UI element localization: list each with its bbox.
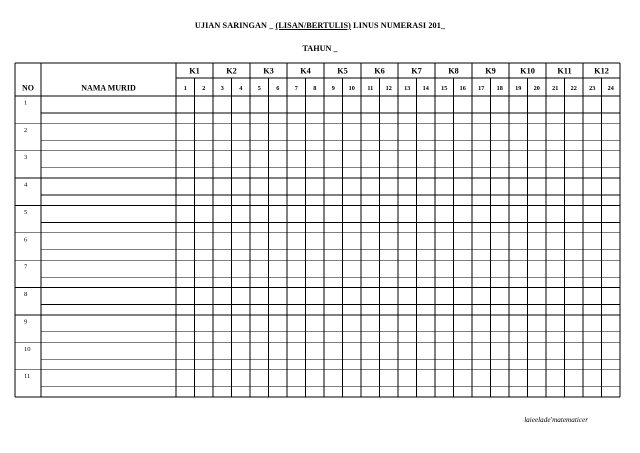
item-number-21: 21 (552, 85, 559, 92)
group-label-k12: K12 (594, 66, 609, 76)
row-number-7: 7 (24, 263, 28, 271)
group-label-k3: K3 (263, 66, 274, 76)
group-label-k10: K10 (520, 66, 535, 76)
title-prefix: UJIAN SARINGAN _ (194, 21, 276, 30)
item-number-14: 14 (422, 85, 429, 92)
item-number-19: 19 (515, 85, 522, 92)
row-number-8: 8 (24, 291, 28, 299)
row-number-11: 11 (24, 373, 31, 381)
row-number-9: 9 (24, 318, 28, 326)
row-number-4: 4 (24, 181, 28, 189)
item-number-2: 2 (202, 85, 206, 92)
group-label-k8: K8 (448, 66, 459, 76)
group-label-k2: K2 (226, 66, 237, 76)
item-number-5: 5 (257, 85, 261, 92)
item-number-4: 4 (239, 85, 243, 92)
group-label-k11: K11 (557, 66, 572, 76)
group-label-k7: K7 (411, 66, 422, 76)
name-header: NAMA MURID (81, 83, 136, 93)
item-number-23: 23 (589, 85, 596, 92)
item-number-22: 22 (570, 85, 577, 92)
group-label-k4: K4 (300, 66, 311, 76)
item-number-9: 9 (331, 85, 335, 92)
item-number-12: 12 (385, 85, 392, 92)
row-number-5: 5 (24, 208, 28, 216)
item-number-6: 6 (276, 85, 280, 92)
group-label-k5: K5 (337, 66, 348, 76)
item-number-7: 7 (294, 85, 298, 92)
item-number-18: 18 (496, 85, 503, 92)
item-number-20: 20 (533, 85, 540, 92)
item-number-17: 17 (478, 85, 485, 92)
item-number-15: 15 (441, 85, 448, 92)
title-suffix: LINUS NUMERASI 201_ (350, 21, 446, 30)
title-underlined: (LISAN/BERTULIS) (275, 21, 351, 30)
item-number-10: 10 (348, 85, 355, 92)
item-number-24: 24 (607, 85, 614, 92)
footer-signature: laieelade'matematicer (524, 416, 588, 424)
item-number-11: 11 (367, 85, 374, 92)
row-number-2: 2 (24, 126, 28, 134)
row-number-6: 6 (24, 236, 28, 244)
document-subtitle: TAHUN _ (302, 44, 338, 53)
no-header: NO (22, 83, 34, 93)
item-number-13: 13 (404, 85, 411, 92)
row-number-1: 1 (24, 99, 28, 107)
item-number-8: 8 (313, 85, 317, 92)
item-number-3: 3 (220, 85, 224, 92)
group-label-k6: K6 (374, 66, 385, 76)
row-number-10: 10 (24, 345, 31, 353)
item-number-16: 16 (459, 85, 466, 92)
row-number-3: 3 (24, 154, 28, 162)
group-label-k1: K1 (189, 66, 200, 76)
item-number-1: 1 (183, 85, 187, 92)
group-label-k9: K9 (485, 66, 496, 76)
